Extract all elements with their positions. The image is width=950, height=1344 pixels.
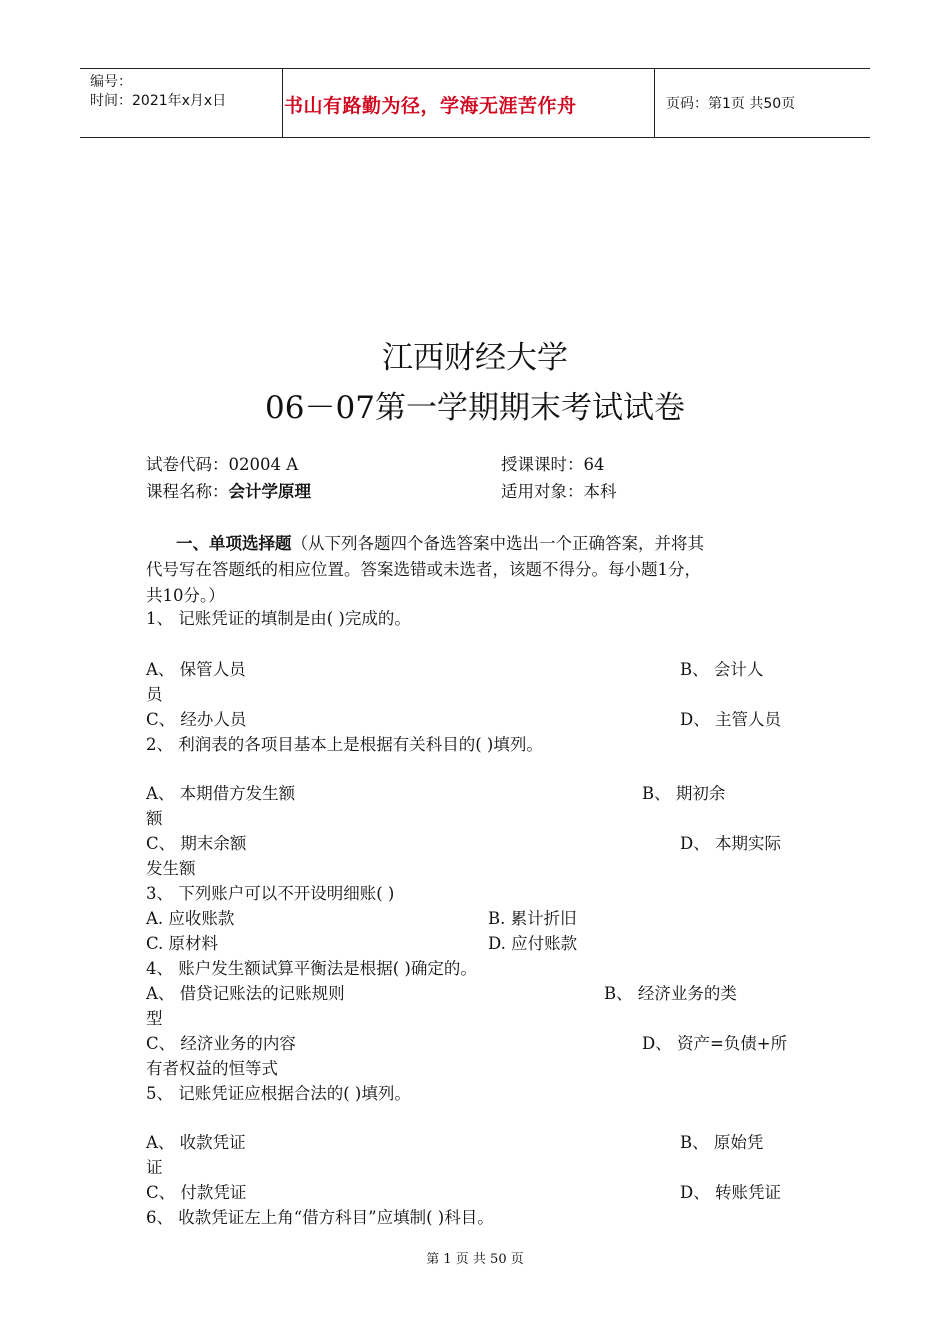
- option-c: C、 经济业务的内容: [146, 1034, 296, 1053]
- option-c: C、 期末余额: [146, 834, 247, 853]
- option-b-wrap: 员: [146, 685, 163, 704]
- header-time: 时间：2021年x月x日: [90, 93, 227, 109]
- section-instructions: （从下列各题四个备选答案中选出一个正确答案，并将其: [291, 534, 704, 553]
- header-number: 编号：: [90, 74, 132, 90]
- course-hours: 授课课时：64: [501, 455, 605, 474]
- title-exam: 06－07第一学期期末考试试卷: [265, 390, 685, 426]
- option-b: B、 期初余: [642, 784, 726, 803]
- header-page-info: 页码：第1页 共50页: [666, 96, 796, 112]
- option-b-wrap: 证: [146, 1158, 163, 1177]
- option-c: C、 经办人员: [146, 710, 247, 729]
- option-d: D、 转账凭证: [680, 1183, 781, 1202]
- option-d-wrap: 有者权益的恒等式: [146, 1059, 278, 1078]
- option-a: A. 应收账款: [146, 909, 235, 928]
- option-b: B. 累计折旧: [488, 909, 577, 928]
- option-d: D、 本期实际: [680, 834, 781, 853]
- course-name: 会计学原理: [228, 482, 311, 501]
- section-instructions: 代号写在答题纸的相应位置。答案选错或未选者，该题不得分。每小题1分，: [146, 560, 701, 579]
- header-table: [80, 68, 870, 138]
- option-c: C. 原材料: [146, 934, 219, 953]
- option-a: A、 本期借方发生额: [146, 784, 296, 803]
- question-stem: 4、 账户发生额试算平衡法是根据( )确定的。: [146, 959, 477, 978]
- section-heading: 一、单项选择题: [176, 534, 292, 553]
- option-b-wrap: 型: [146, 1009, 163, 1028]
- question-stem: 6、 收款凭证左上角“借方科目”应填制( )科目。: [146, 1208, 494, 1227]
- option-a: A、 保管人员: [146, 660, 246, 679]
- header-divider: [282, 69, 283, 137]
- option-a: A、 借贷记账法的记账规则: [146, 984, 345, 1003]
- audience: 适用对象：本科: [501, 482, 617, 501]
- option-b: B、 经济业务的类: [604, 984, 737, 1003]
- option-d: D、 资产=负债+所: [642, 1034, 788, 1053]
- page-footer: 第 1 页 共 50 页: [426, 1252, 524, 1267]
- option-d: D. 应付账款: [488, 934, 578, 953]
- course-label: 课程名称：: [146, 482, 229, 501]
- question-stem: 1、 记账凭证的填制是由( )完成的。: [146, 609, 411, 628]
- course-name-row: [146, 478, 311, 502]
- section-instructions: 共10分。）: [146, 586, 225, 605]
- header-motto: 书山有路勤为径，学海无涯苦作舟: [284, 95, 577, 117]
- option-b: B、 会计人: [680, 660, 764, 679]
- title-school: 江西财经大学: [382, 340, 568, 376]
- question-stem: 3、 下列账户可以不开设明细账( ): [146, 884, 395, 903]
- header-left-cell: [90, 73, 226, 111]
- paper-code: 试卷代码：02004 A: [146, 455, 299, 474]
- option-b: B、 原始凭: [680, 1133, 764, 1152]
- option-a: A、 收款凭证: [146, 1133, 246, 1152]
- option-b-wrap: 额: [146, 809, 163, 828]
- option-d: D、 主管人员: [680, 710, 781, 729]
- section-heading-row: [176, 530, 704, 554]
- header-divider: [654, 69, 655, 137]
- question-stem: 2、 利润表的各项目基本上是根据有关科目的( )填列。: [146, 735, 543, 754]
- option-d-wrap: 发生额: [146, 859, 196, 878]
- option-c: C、 付款凭证: [146, 1183, 247, 1202]
- question-stem: 5、 记账凭证应根据合法的( )填列。: [146, 1084, 411, 1103]
